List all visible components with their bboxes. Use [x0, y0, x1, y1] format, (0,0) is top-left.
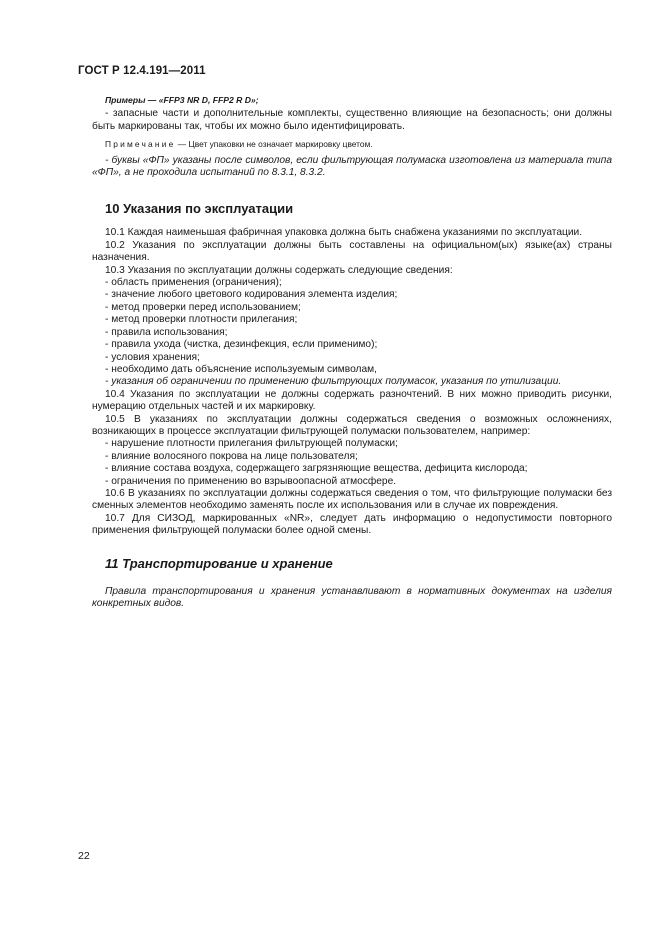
list-item: - метод проверки перед использованием;: [105, 301, 301, 313]
note: [92, 138, 612, 150]
section-10-title: 10 Указания по эксплуатации: [105, 201, 294, 217]
list-item: - значение любого цветового кодирования элемента изделия;: [105, 289, 398, 301]
list-item-italic: - указания об ограничении по применению фильтрующих полумасок, указания по утилизации.: [105, 376, 562, 388]
paragraph-10-2: 10.2 Указания по эксплуатации должны быть составлены на официальном(ых) языке(ах) страны назначения.: [92, 239, 612, 264]
page-number: 22: [78, 850, 90, 862]
paragraph-10-4: 10.4 Указания по эксплуатации не должны содержать разночтений. В них можно приводить рисунки, нумерацию отдельных частей и их маркировку.: [92, 388, 612, 413]
examples-line: Примеры — «FFP3 NR D, FFP2 R D»;: [105, 95, 259, 105]
paragraph-10-5: 10.5 В указаниях по эксплуатации должны содержаться сведения о возможных осложнениях, возникающих в процессе эксплуатации фильтрующей полумаски пользователем, например:: [92, 413, 612, 437]
list-item: - область применения (ограничения);: [105, 277, 282, 289]
spare-parts-item: - запасные части и дополнительные комплекты, существенно влияющие на безопасность; они должны быть маркированы так, чтобы их можно было идентифицировать.: [92, 108, 612, 132]
fp-letters-item: - буквы «ФП» указаны после символов, если фильтрующая полумаска изготовлена из материала типа «ФП», а не проходила испытаний по 8.3.1, 8.3.2.: [92, 154, 612, 179]
note-text: — Цвет упаковки не означает маркировку цветом.: [175, 139, 373, 150]
list-item: - ограничения по применению во взрывоопасной атмосфере.: [105, 475, 397, 487]
paragraph-10-6: 10.6 В указаниях по эксплуатации должны содержаться сведения о том, что фильтрующие полумаски без сменных элементов необходимо заменять после их использования или в случае их повреждения.: [92, 487, 612, 512]
paragraph-10-1: 10.1 Каждая наименьшая фабричная упаковка должна быть снабжена указаниями по эксплуатации.: [105, 227, 583, 239]
document-header: ГОСТ Р 12.4.191—2011: [78, 65, 206, 77]
note-label: Примечание: [105, 139, 176, 150]
page-content: [92, 94, 612, 610]
paragraph-10-3: 10.3 Указания по эксплуатации должны содержать следующие сведения:: [105, 264, 453, 276]
section-11-title: 11 Транспортирование и хранение: [105, 555, 333, 571]
list-item: - метод проверки плотности прилегания;: [105, 314, 298, 326]
list-item: - необходимо дать объяснение используемым символам,: [105, 363, 377, 375]
list-item: - правила ухода (чистка, дезинфекция, если применимо);: [105, 339, 378, 351]
list-item: - нарушение плотности прилегания фильтрующей полумаски;: [105, 438, 398, 450]
paragraph-10-7: 10.7 Для СИЗОД, маркированных «NR», следует дать информацию о недопустимости повторного применения фильтрующей полумаски более одной смены.: [92, 512, 612, 537]
list-item: - условия хранения;: [105, 351, 200, 363]
list-item: - влияние волосяного покрова на лице пользователя;: [105, 450, 358, 462]
section-11-text: Правила транспортирования и хранения устанавливают в нормативных документах на изделия конкретных видов.: [92, 585, 612, 609]
list-item: - правила использования;: [105, 326, 228, 338]
list-item: - влияние состава воздуха, содержащего загрязняющие вещества, дефицита кислорода;: [105, 463, 528, 475]
